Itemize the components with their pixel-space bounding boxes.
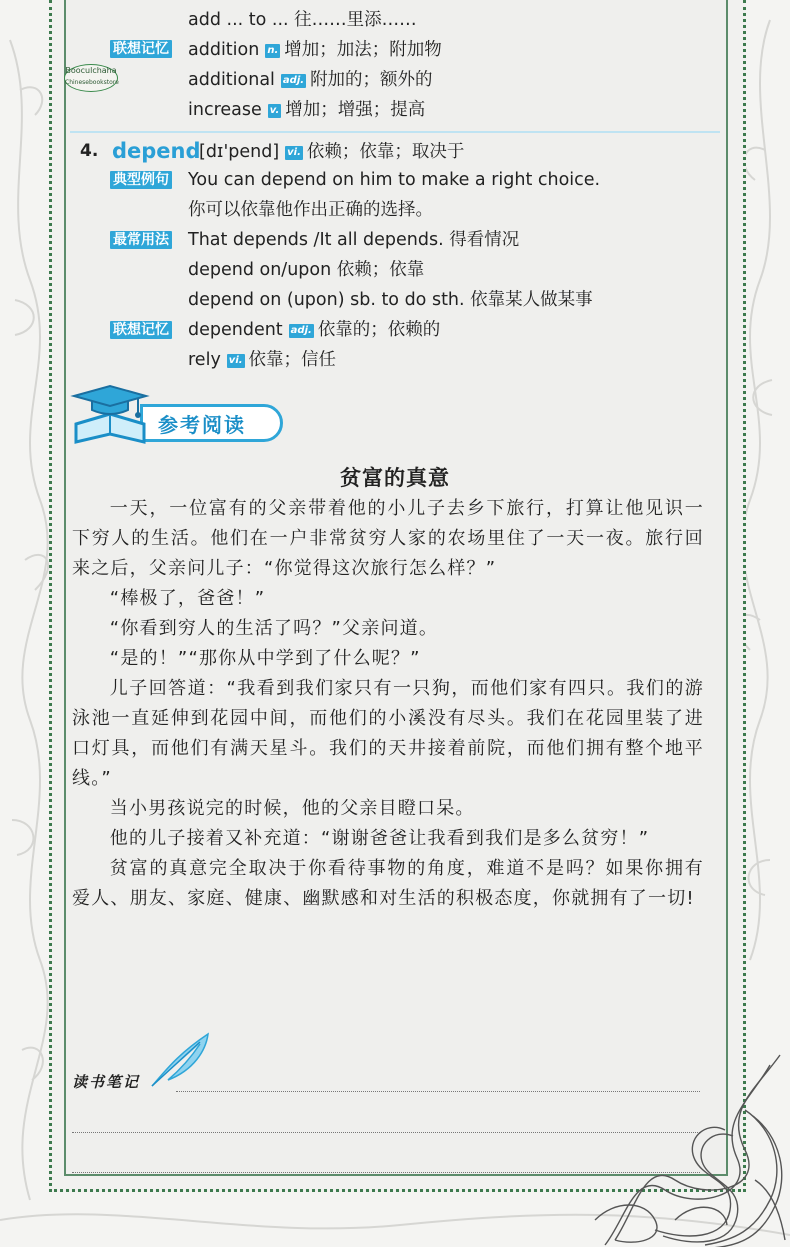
assoc-word: increase: [188, 100, 262, 120]
headword-meaning: 依赖；依靠；取决于: [306, 142, 465, 162]
story-paragraph: 当小男孩说完的时候，他的父亲目瞪口呆。: [109, 798, 475, 819]
tag-association: 联想记忆: [110, 321, 172, 339]
assoc-meaning: 附加的；额外的: [310, 70, 433, 90]
entry-number: 4.: [80, 141, 99, 161]
assoc-word: dependent: [188, 320, 283, 340]
pos-badge: vi.: [287, 147, 301, 158]
assoc-word: addition: [188, 40, 260, 60]
section-badge-label: 参考阅读: [158, 413, 246, 437]
usage-line: depend on/upon 依赖；依靠: [188, 260, 425, 280]
story-paragraph: 一天，一位富有的父亲带着他的小儿子去乡下旅行，打算让他见识一下穷人的生活。他们在一户非常贫穷人家的农场里住了一天一夜。旅行回来之后，父亲问儿子：“你觉得这次旅行怎么样？”: [72, 498, 704, 579]
pos-badge: v.: [269, 105, 280, 116]
story-paragraph: 儿子回答道：“我看到我们家只有一只狗，而他们家有四只。我们的游泳池一直延伸到花园中间，而他们的小溪没有尽头。我们在花园里装了进口灯具，而他们有满天星斗。我们的天井接着前院，而他们拥有整个地平线。”: [72, 678, 704, 789]
story-paragraph: “你看到穷人的生活了吗？”父亲问道。: [109, 618, 439, 639]
pos-badge: adj.: [290, 325, 312, 336]
assoc-meaning: 依靠的；依赖的: [317, 320, 441, 340]
assoc-meaning: 依靠；信任: [248, 350, 337, 370]
assoc-word: additional: [188, 70, 275, 90]
assoc-word: rely: [188, 350, 221, 370]
headword: depend: [112, 139, 201, 163]
tag-usage: 最常用法: [110, 231, 172, 249]
notes-label: 读书笔记: [72, 1073, 141, 1091]
assoc-meaning: 增加；增强；提高: [285, 100, 426, 120]
entry-phrase: add ... to ... 往……里添……: [188, 10, 417, 30]
stamp-text: Booculchaha: [65, 66, 117, 75]
story-paragraph: 贫富的真意完全取决于你看待事物的角度，难道不是吗？如果你拥有爱人、朋友、家庭、健康、幽默感和对生活的积极态度，你就拥有了一切!: [72, 858, 704, 909]
tag-association: 联想记忆: [110, 40, 172, 58]
story-paragraph: 他的儿子接着又补充道：“谢谢爸爸让我看到我们是多么贫穷！”: [109, 828, 650, 849]
assoc-line: [188, 68, 433, 92]
assoc-line: [188, 98, 425, 122]
feather-icon: [148, 1030, 214, 1090]
assoc-line: [188, 348, 336, 372]
example-chinese: 你可以依靠他作出正确的选择。: [188, 200, 433, 220]
entry-divider: [70, 131, 720, 133]
assoc-line: [188, 38, 442, 62]
story-title: 贫富的真意: [340, 466, 450, 490]
tag-example: 典型例句: [110, 171, 172, 189]
headword-definition: [199, 140, 464, 164]
usage-line: That depends /It all depends. 得看情况: [188, 230, 520, 250]
usage-line: depend on (upon) sb. to do sth. 依靠某人做某事: [188, 290, 593, 310]
graduation-cap-book-icon: [70, 384, 150, 446]
example-english: You can depend on him to make a right choice.: [188, 170, 601, 190]
phonetic: [dɪ'pend]: [199, 142, 280, 162]
story-body: [72, 494, 704, 914]
pos-badge: adj.: [282, 75, 305, 86]
store-stamp: [64, 64, 118, 92]
assoc-meaning: 增加；加法；附加物: [284, 40, 442, 60]
stamp-subtext: Chinesebookstore: [65, 79, 119, 86]
ribbon-swirl-decoration: [555, 1050, 790, 1247]
story-paragraph: “是的！”“那你从中学到了什么呢？”: [109, 648, 421, 669]
pos-badge: vi.: [228, 355, 243, 366]
pos-badge: n.: [267, 45, 279, 56]
story-paragraph: “棒极了，爸爸！”: [109, 588, 266, 609]
assoc-line: [188, 318, 440, 342]
